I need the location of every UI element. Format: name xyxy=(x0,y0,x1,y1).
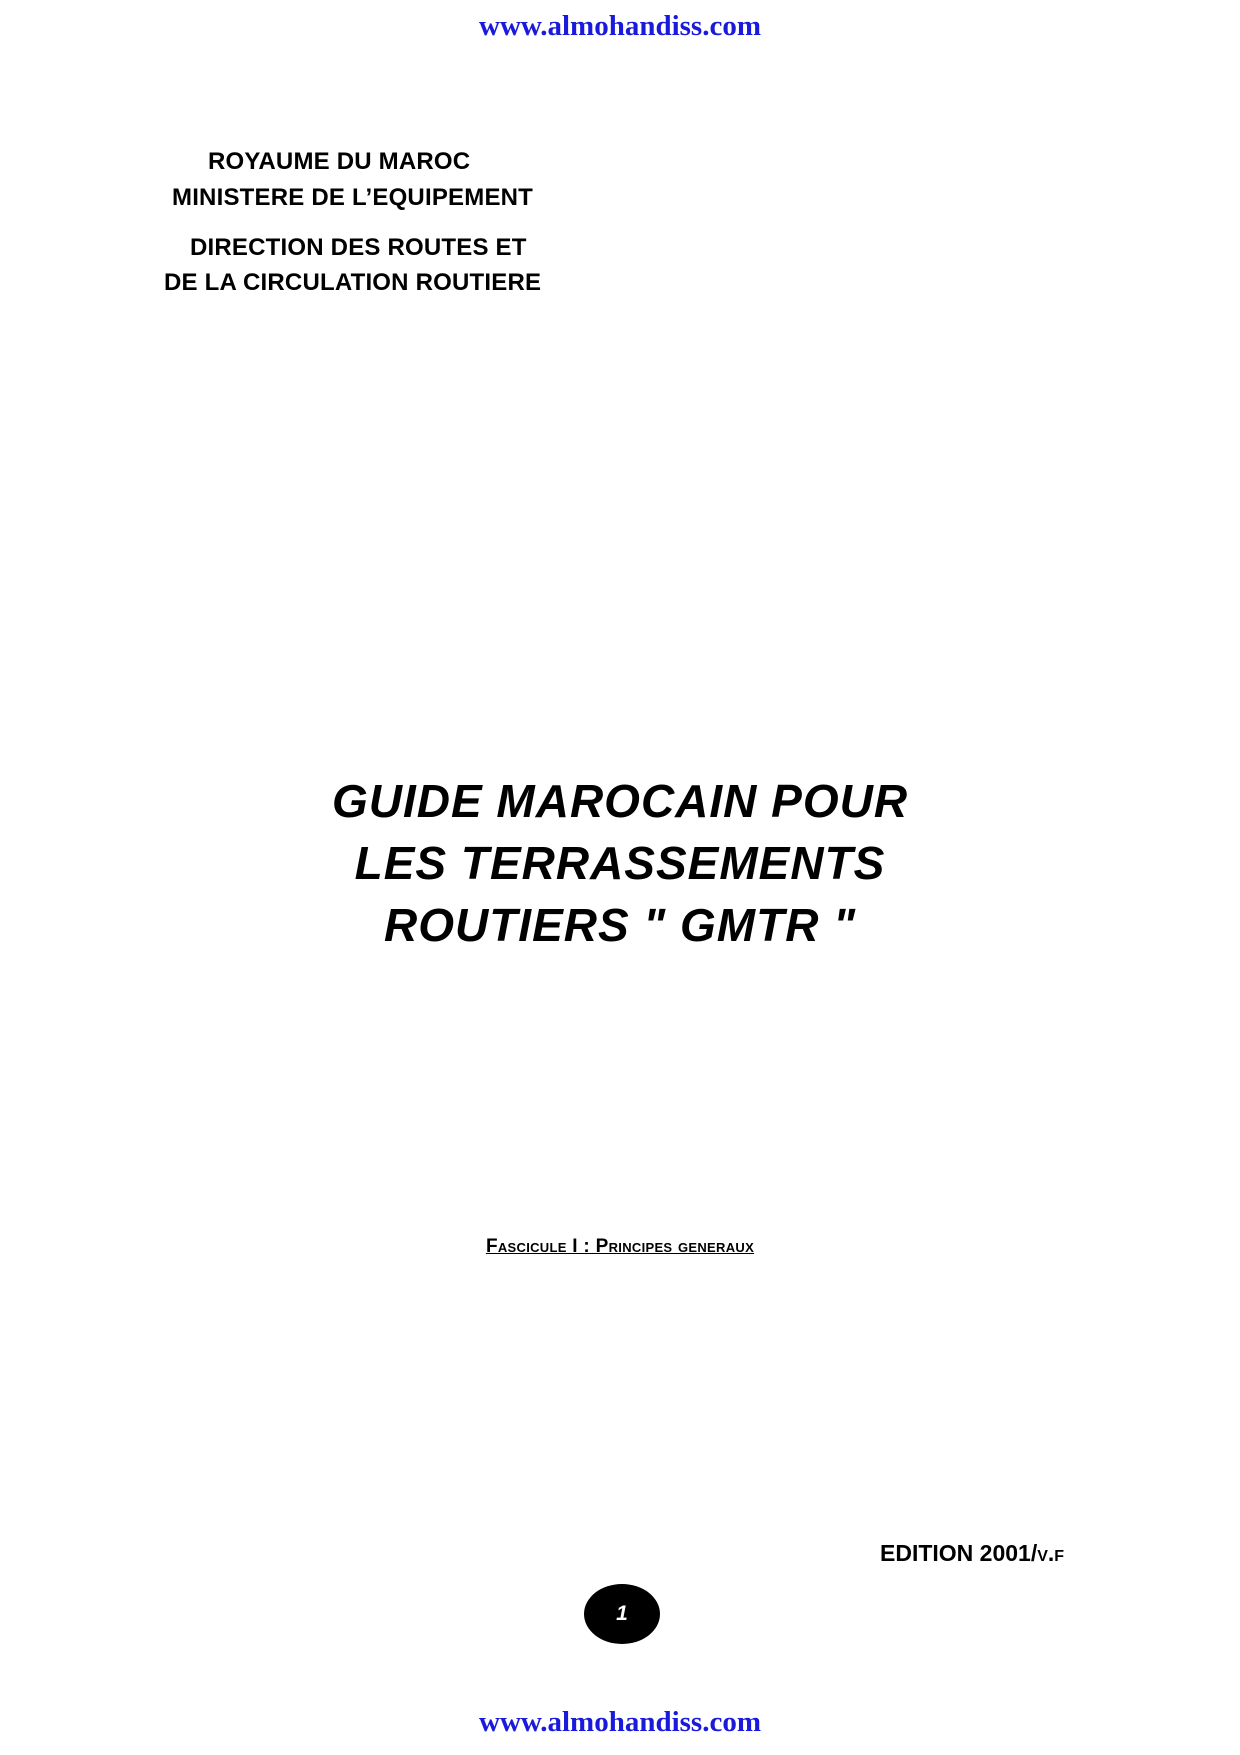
watermark-link-bottom[interactable]: www.almohandiss.com xyxy=(479,1706,761,1738)
header-kingdom: ROYAUME DU MAROC xyxy=(208,148,471,175)
header-ministry: MINISTERE DE L’EQUIPEMENT xyxy=(172,184,534,211)
header-circulation: DE LA CIRCULATION ROUTIERE xyxy=(164,269,542,296)
title-line-1: GUIDE MAROCAIN POUR xyxy=(331,775,909,827)
fascicule-subtitle: Fascicule I : Principes generaux xyxy=(485,1236,755,1257)
edition-label: EDITION 2001/v.f xyxy=(880,1540,1065,1566)
title-line-2: LES TERRASSEMENTS xyxy=(354,837,886,889)
header-direction: DIRECTION DES ROUTES ET xyxy=(190,234,527,261)
page-number-badge xyxy=(584,1584,660,1644)
watermark-link-top[interactable]: www.almohandiss.com xyxy=(479,10,761,42)
document-title xyxy=(0,770,1240,956)
title-line-3: ROUTIERS " GMTR " xyxy=(383,899,857,951)
page-number: 1 xyxy=(616,1602,628,1625)
